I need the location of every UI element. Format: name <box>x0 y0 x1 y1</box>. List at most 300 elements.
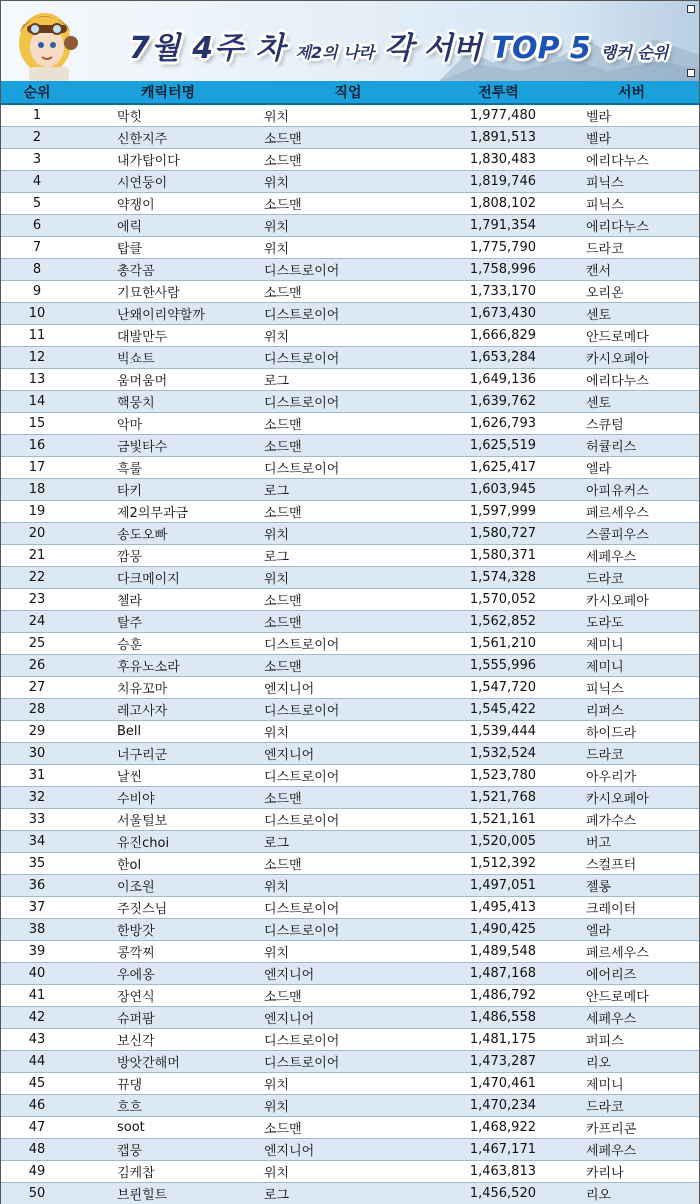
cell-combat-power: 1,819,746 <box>433 171 564 193</box>
cell-character-name: 흑룰 <box>73 457 263 479</box>
cell-server: 벨라 <box>564 104 699 127</box>
cell-character-name: 너구리군 <box>73 743 263 765</box>
cell-combat-power: 1,489,548 <box>433 941 564 963</box>
table-row <box>1 941 699 963</box>
cell-character-name: 금빛타수 <box>73 435 263 457</box>
table-row <box>1 765 699 787</box>
cell-combat-power: 1,486,792 <box>433 985 564 1007</box>
cell-rank: 44 <box>1 1051 73 1073</box>
cell-character-name: 첼라 <box>73 589 263 611</box>
cell-character-name: 보신각 <box>73 1029 263 1051</box>
cell-character-name: 탈주 <box>73 611 263 633</box>
cell-character-name: 콩깍찌 <box>73 941 263 963</box>
cell-job: 소드맨 <box>263 1117 433 1139</box>
table-row <box>1 171 699 193</box>
cell-job: 소드맨 <box>263 611 433 633</box>
cell-job: 소드맨 <box>263 853 433 875</box>
cell-combat-power: 1,562,852 <box>433 611 564 633</box>
cell-rank: 15 <box>1 413 73 435</box>
cell-server: 세페우스 <box>564 545 699 567</box>
cell-character-name: 날씬 <box>73 765 263 787</box>
cell-rank: 11 <box>1 325 73 347</box>
cell-job: 디스트로이어 <box>263 1051 433 1073</box>
cell-server: 카리나 <box>564 1161 699 1183</box>
cell-server: 젤롱 <box>564 875 699 897</box>
cell-server: 센토 <box>564 303 699 325</box>
cell-server: 스콜피우스 <box>564 523 699 545</box>
table-row <box>1 721 699 743</box>
cell-rank: 47 <box>1 1117 73 1139</box>
cell-rank: 31 <box>1 765 73 787</box>
table-row <box>1 919 699 941</box>
cell-combat-power: 1,473,287 <box>433 1051 564 1073</box>
cell-rank: 39 <box>1 941 73 963</box>
cell-combat-power: 1,653,284 <box>433 347 564 369</box>
corner-handle-top-right <box>687 5 695 13</box>
cell-server: 드라코 <box>564 237 699 259</box>
cell-combat-power: 1,775,790 <box>433 237 564 259</box>
cell-rank: 10 <box>1 303 73 325</box>
cell-character-name: 수비야 <box>73 787 263 809</box>
cell-combat-power: 1,649,136 <box>433 369 564 391</box>
cell-combat-power: 1,521,768 <box>433 787 564 809</box>
cell-combat-power: 1,486,558 <box>433 1007 564 1029</box>
cell-combat-power: 1,570,052 <box>433 589 564 611</box>
table-row <box>1 347 699 369</box>
cell-rank: 48 <box>1 1139 73 1161</box>
cell-rank: 4 <box>1 171 73 193</box>
cell-character-name: 핵뭉치 <box>73 391 263 413</box>
cell-server: 리오 <box>564 1051 699 1073</box>
cell-server: 엘라 <box>564 919 699 941</box>
cell-server: 피닉스 <box>564 677 699 699</box>
table-row <box>1 699 699 721</box>
cell-job: 디스트로이어 <box>263 303 433 325</box>
cell-server: 피닉스 <box>564 193 699 215</box>
table-row <box>1 831 699 853</box>
cell-combat-power: 1,758,996 <box>433 259 564 281</box>
cell-job: 위치 <box>263 1161 433 1183</box>
cell-combat-power: 1,580,727 <box>433 523 564 545</box>
table-row <box>1 875 699 897</box>
cell-character-name: 유진choi <box>73 831 263 853</box>
cell-server: 세페우스 <box>564 1139 699 1161</box>
cell-character-name: 막힛 <box>73 104 263 127</box>
cell-server: 엘라 <box>564 457 699 479</box>
cell-character-name: 악마 <box>73 413 263 435</box>
cell-character-name: 승훈 <box>73 633 263 655</box>
cell-job: 엔지니어 <box>263 677 433 699</box>
cell-character-name: 흐흐 <box>73 1095 263 1117</box>
cell-job: 디스트로이어 <box>263 765 433 787</box>
cell-server: 에리다누스 <box>564 149 699 171</box>
cell-server: 에리다누스 <box>564 369 699 391</box>
table-row <box>1 1183 699 1204</box>
cell-rank: 20 <box>1 523 73 545</box>
cell-job: 소드맨 <box>263 127 433 149</box>
table-row <box>1 193 699 215</box>
cell-server: 퍼피스 <box>564 1029 699 1051</box>
cell-character-name: 타키 <box>73 479 263 501</box>
title-week: 7월 4주 차 <box>129 31 286 66</box>
cell-job: 위치 <box>263 104 433 127</box>
cell-combat-power: 1,666,829 <box>433 325 564 347</box>
cell-combat-power: 1,495,413 <box>433 897 564 919</box>
table-row <box>1 391 699 413</box>
cell-combat-power: 1,468,922 <box>433 1117 564 1139</box>
cell-rank: 6 <box>1 215 73 237</box>
cell-server: 도라도 <box>564 611 699 633</box>
cell-character-name: 치유꼬마 <box>73 677 263 699</box>
cell-job: 소드맨 <box>263 655 433 677</box>
cell-rank: 32 <box>1 787 73 809</box>
cell-rank: 9 <box>1 281 73 303</box>
cell-character-name: 신한지주 <box>73 127 263 149</box>
cell-job: 로그 <box>263 545 433 567</box>
cell-job: 디스트로이어 <box>263 347 433 369</box>
cell-combat-power: 1,547,720 <box>433 677 564 699</box>
table-row <box>1 985 699 1007</box>
cell-combat-power: 1,626,793 <box>433 413 564 435</box>
cell-rank: 19 <box>1 501 73 523</box>
cell-combat-power: 1,467,171 <box>433 1139 564 1161</box>
cell-server: 아우리가 <box>564 765 699 787</box>
cell-server: 드라코 <box>564 567 699 589</box>
cell-combat-power: 1,603,945 <box>433 479 564 501</box>
cell-rank: 21 <box>1 545 73 567</box>
banner <box>1 1 699 81</box>
table-row <box>1 1139 699 1161</box>
table-row <box>1 853 699 875</box>
cell-job: 소드맨 <box>263 413 433 435</box>
cell-character-name: 대발만두 <box>73 325 263 347</box>
cell-character-name: 슈퍼팜 <box>73 1007 263 1029</box>
cell-job: 소드맨 <box>263 281 433 303</box>
cell-combat-power: 1,512,392 <box>433 853 564 875</box>
header-rank: 순위 <box>1 81 73 104</box>
title-top5: TOP 5 <box>491 31 591 66</box>
cell-rank: 5 <box>1 193 73 215</box>
cell-job: 디스트로이어 <box>263 809 433 831</box>
table-row <box>1 325 699 347</box>
cell-server: 카시오페아 <box>564 589 699 611</box>
cell-combat-power: 1,523,780 <box>433 765 564 787</box>
cell-server: 제미니 <box>564 655 699 677</box>
cell-job: 디스트로이어 <box>263 1029 433 1051</box>
cell-combat-power: 1,539,444 <box>433 721 564 743</box>
cell-character-name: 깜뭉 <box>73 545 263 567</box>
table-row <box>1 567 699 589</box>
cell-server: 카프리콘 <box>564 1117 699 1139</box>
cell-job: 엔지니어 <box>263 743 433 765</box>
cell-job: 위치 <box>263 1095 433 1117</box>
header-server: 서버 <box>564 81 699 104</box>
cell-character-name: 약쟁이 <box>73 193 263 215</box>
cell-job: 디스트로이어 <box>263 699 433 721</box>
table-row <box>1 1161 699 1183</box>
cell-job: 로그 <box>263 479 433 501</box>
cell-job: 위치 <box>263 875 433 897</box>
cell-rank: 45 <box>1 1073 73 1095</box>
cell-combat-power: 1,520,005 <box>433 831 564 853</box>
table-row <box>1 104 699 127</box>
cell-job: 위치 <box>263 1073 433 1095</box>
cell-job: 소드맨 <box>263 985 433 1007</box>
cell-combat-power: 1,597,999 <box>433 501 564 523</box>
cell-rank: 46 <box>1 1095 73 1117</box>
cell-server: 에어리즈 <box>564 963 699 985</box>
cell-combat-power: 1,487,168 <box>433 963 564 985</box>
cell-job: 위치 <box>263 721 433 743</box>
cell-character-name: 방앗간해머 <box>73 1051 263 1073</box>
cell-character-name: 기묘한사람 <box>73 281 263 303</box>
cell-job: 로그 <box>263 1183 433 1204</box>
cell-rank: 49 <box>1 1161 73 1183</box>
cell-job: 디스트로이어 <box>263 391 433 413</box>
table-row <box>1 237 699 259</box>
cell-server: 스큐텀 <box>564 413 699 435</box>
cell-rank: 25 <box>1 633 73 655</box>
cell-rank: 16 <box>1 435 73 457</box>
cell-job: 위치 <box>263 215 433 237</box>
cell-server: 제미니 <box>564 1073 699 1095</box>
cell-character-name: 이조원 <box>73 875 263 897</box>
cell-character-name: 탑클 <box>73 237 263 259</box>
cell-job: 위치 <box>263 523 433 545</box>
header-job: 직업 <box>263 81 433 104</box>
cell-character-name: 에릭 <box>73 215 263 237</box>
cell-combat-power: 1,521,161 <box>433 809 564 831</box>
cell-combat-power: 1,639,762 <box>433 391 564 413</box>
cell-character-name: 장연식 <box>73 985 263 1007</box>
cell-character-name: 내가탑이다 <box>73 149 263 171</box>
cell-combat-power: 1,791,354 <box>433 215 564 237</box>
cell-job: 소드맨 <box>263 435 433 457</box>
table-row <box>1 501 699 523</box>
cell-rank: 26 <box>1 655 73 677</box>
cell-job: 엔지니어 <box>263 1139 433 1161</box>
cell-job: 위치 <box>263 941 433 963</box>
cell-combat-power: 1,625,519 <box>433 435 564 457</box>
cell-combat-power: 1,545,422 <box>433 699 564 721</box>
table-row <box>1 281 699 303</box>
cell-combat-power: 1,456,520 <box>433 1183 564 1204</box>
cell-server: 아피유커스 <box>564 479 699 501</box>
cell-rank: 36 <box>1 875 73 897</box>
header-combat-power: 전투력 <box>433 81 564 104</box>
cell-combat-power: 1,625,417 <box>433 457 564 479</box>
cell-character-name: 난왜이리약할까 <box>73 303 263 325</box>
table-row <box>1 897 699 919</box>
banner-title <box>129 23 668 65</box>
cell-server: 벨라 <box>564 127 699 149</box>
title-scope: 각 서버 <box>384 31 482 66</box>
table-row <box>1 633 699 655</box>
cell-job: 위치 <box>263 325 433 347</box>
cell-job: 소드맨 <box>263 149 433 171</box>
table-row <box>1 435 699 457</box>
table-row <box>1 677 699 699</box>
cell-server: 페가수스 <box>564 809 699 831</box>
cell-character-name: 움머움머 <box>73 369 263 391</box>
table-row <box>1 369 699 391</box>
cell-server: 페르세우스 <box>564 501 699 523</box>
cell-character-name: 뀨댕 <box>73 1073 263 1095</box>
table-row <box>1 1117 699 1139</box>
cell-combat-power: 1,463,813 <box>433 1161 564 1183</box>
cell-job: 디스트로이어 <box>263 259 433 281</box>
cell-rank: 37 <box>1 897 73 919</box>
cell-rank: 24 <box>1 611 73 633</box>
cell-combat-power: 1,574,328 <box>433 567 564 589</box>
cell-job: 디스트로이어 <box>263 457 433 479</box>
ranking-table <box>1 81 699 1204</box>
table-row <box>1 589 699 611</box>
cell-job: 위치 <box>263 171 433 193</box>
cell-combat-power: 1,497,051 <box>433 875 564 897</box>
cell-server: 캔서 <box>564 259 699 281</box>
cell-character-name: 한ol <box>73 853 263 875</box>
cell-rank: 28 <box>1 699 73 721</box>
cell-job: 디스트로이어 <box>263 633 433 655</box>
cell-rank: 43 <box>1 1029 73 1051</box>
cell-server: 오리온 <box>564 281 699 303</box>
cell-character-name: 브륀힐트 <box>73 1183 263 1204</box>
cell-job: 소드맨 <box>263 589 433 611</box>
table-row <box>1 457 699 479</box>
cell-character-name: 총각곰 <box>73 259 263 281</box>
cell-rank: 27 <box>1 677 73 699</box>
cell-rank: 29 <box>1 721 73 743</box>
cell-server: 버고 <box>564 831 699 853</box>
cell-rank: 38 <box>1 919 73 941</box>
cell-rank: 41 <box>1 985 73 1007</box>
table-row <box>1 545 699 567</box>
cell-combat-power: 1,481,175 <box>433 1029 564 1051</box>
cell-server: 에리다누스 <box>564 215 699 237</box>
cell-rank: 7 <box>1 237 73 259</box>
cell-server: 카시오페아 <box>564 347 699 369</box>
cell-character-name: 빅쇼트 <box>73 347 263 369</box>
table-row <box>1 259 699 281</box>
cell-job: 로그 <box>263 369 433 391</box>
cell-character-name: 후유노소라 <box>73 655 263 677</box>
ranking-table-body <box>1 104 699 1204</box>
cell-server: 카시오페아 <box>564 787 699 809</box>
cell-server: 제미니 <box>564 633 699 655</box>
cell-server: 드라코 <box>564 1095 699 1117</box>
cell-combat-power: 1,733,170 <box>433 281 564 303</box>
cell-rank: 2 <box>1 127 73 149</box>
table-row <box>1 1095 699 1117</box>
table-row <box>1 479 699 501</box>
cell-combat-power: 1,673,430 <box>433 303 564 325</box>
cell-character-name: Bell <box>73 721 263 743</box>
cell-server: 드라코 <box>564 743 699 765</box>
cell-job: 소드맨 <box>263 501 433 523</box>
cell-server: 크레이터 <box>564 897 699 919</box>
mascot-character-icon <box>5 3 91 81</box>
cell-combat-power: 1,470,461 <box>433 1073 564 1095</box>
cell-rank: 18 <box>1 479 73 501</box>
table-row <box>1 655 699 677</box>
cell-combat-power: 1,977,480 <box>433 104 564 127</box>
cell-rank: 40 <box>1 963 73 985</box>
cell-character-name: 시연둥이 <box>73 171 263 193</box>
cell-character-name: 한방갓 <box>73 919 263 941</box>
cell-job: 디스트로이어 <box>263 919 433 941</box>
cell-rank: 50 <box>1 1183 73 1204</box>
cell-rank: 3 <box>1 149 73 171</box>
table-row <box>1 1073 699 1095</box>
cell-job: 엔지니어 <box>263 963 433 985</box>
cell-rank: 8 <box>1 259 73 281</box>
table-row <box>1 611 699 633</box>
table-row <box>1 149 699 171</box>
header-character-name: 캐릭터명 <box>73 81 263 104</box>
cell-rank: 1 <box>1 104 73 127</box>
cell-server: 스컬프터 <box>564 853 699 875</box>
cell-rank: 22 <box>1 567 73 589</box>
cell-job: 디스트로이어 <box>263 897 433 919</box>
cell-rank: 12 <box>1 347 73 369</box>
table-row <box>1 1007 699 1029</box>
cell-job: 소드맨 <box>263 787 433 809</box>
cell-server: 피닉스 <box>564 171 699 193</box>
cell-rank: 30 <box>1 743 73 765</box>
cell-combat-power: 1,891,513 <box>433 127 564 149</box>
cell-server: 페르세우스 <box>564 941 699 963</box>
table-row <box>1 809 699 831</box>
table-row <box>1 127 699 149</box>
corner-handle-bottom-right <box>687 69 695 77</box>
table-header-row <box>1 81 699 104</box>
cell-combat-power: 1,830,483 <box>433 149 564 171</box>
cell-rank: 33 <box>1 809 73 831</box>
cell-character-name: 송도오빠 <box>73 523 263 545</box>
cell-server: 리퍼스 <box>564 699 699 721</box>
cell-character-name: 다크메이지 <box>73 567 263 589</box>
table-row <box>1 1029 699 1051</box>
cell-combat-power: 1,561,210 <box>433 633 564 655</box>
cell-character-name: 서울털보 <box>73 809 263 831</box>
table-row <box>1 523 699 545</box>
cell-server: 하이드라 <box>564 721 699 743</box>
cell-rank: 14 <box>1 391 73 413</box>
cell-job: 로그 <box>263 831 433 853</box>
cell-server: 안드로메다 <box>564 325 699 347</box>
cell-character-name: 주짓스님 <box>73 897 263 919</box>
cell-combat-power: 1,808,102 <box>433 193 564 215</box>
cell-server: 리오 <box>564 1183 699 1204</box>
cell-character-name: 우에옹 <box>73 963 263 985</box>
cell-character-name: 김케찹 <box>73 1161 263 1183</box>
cell-character-name: 캡뭉 <box>73 1139 263 1161</box>
cell-server: 허큘리스 <box>564 435 699 457</box>
cell-combat-power: 1,580,371 <box>433 545 564 567</box>
cell-character-name: 레고사자 <box>73 699 263 721</box>
table-row <box>1 215 699 237</box>
cell-job: 엔지니어 <box>263 1007 433 1029</box>
table-row <box>1 1051 699 1073</box>
cell-character-name: 제2의무과금 <box>73 501 263 523</box>
cell-character-name: soot <box>73 1117 263 1139</box>
cell-server: 안드로메다 <box>564 985 699 1007</box>
cell-combat-power: 1,532,524 <box>433 743 564 765</box>
cell-combat-power: 1,470,234 <box>433 1095 564 1117</box>
title-suffix: 랭커 순위 <box>600 43 669 62</box>
cell-server: 세페우스 <box>564 1007 699 1029</box>
